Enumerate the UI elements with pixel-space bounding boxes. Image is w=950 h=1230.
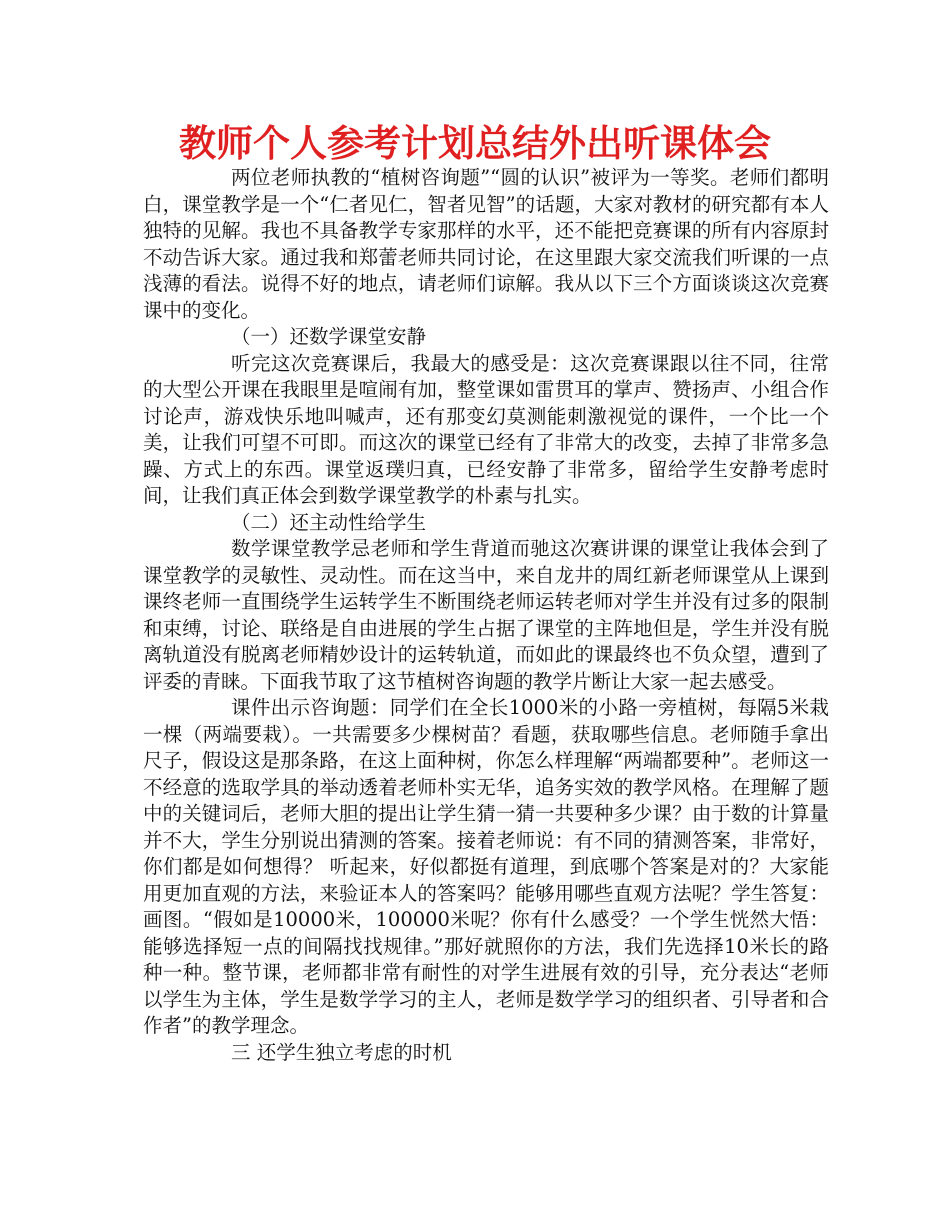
section-heading-3: 三 还学生独立考虑的时机 xyxy=(231,1040,452,1064)
paragraph-teaching-example: 课件出示咨询题：同学们在全长1000米的小路一旁植树，每隔5米栽一棵（两端要栽）。一共需要多少棵树苗？看题，获取哪些信息。老师随手拿出尺子，假设这是那条路，在这上面种树，你怎么样理解“两端都要种”。老师这一不经意的选取学具的举动透着老师朴实无华，追务实效的教学风格。在理解了题中的关键词后，老师大胆的提出让学生猜一猜一共要种多少课？由于数的计算量并不大，学生分别说出猜测的答案。接着老师说：有不同的猜测答案，非常好，你们都是如何想得？ 听起来，好似都挺有道理，到底哪个答案是对的？大家能用更加直观的方法，来验证本人的答案吗？能够用哪些直观方法呢？学生答复：画图。“假如是10000米，100000米呢？你有什么感受？一个学生恍然大悟：能够选择短一点的间隔找找规律。”那好就照你的方法，我们先选择10米长的路种一种。整节课，老师都非常有耐性的对学生进展有效的引导，充分表达“老师以学生为主体，学生是数学学习的主人，老师是数学学习的组织者、引导者和合作者”的教学理念。 xyxy=(143,696,829,1037)
document-body xyxy=(143,165,829,1066)
section-heading-2: （二）还主动性给学生 xyxy=(231,510,427,534)
paragraph-intro: 两位老师执教的“植树咨询题”“圆的认识”被评为一等奖。老师们都明白，课堂教学是一个“仁者见仁，智者见智”的话题，大家对教材的研究都有本人独特的见解。我也不具备教学专家那样的水平，还不能把竞赛课的所有内容原封不动告诉大家。通过我和郑蕾老师共同讨论，在这里跟大家交流我们听课的一点浅薄的看法。说得不好的地点，请老师们谅解。我从以下三个方面谈谈这次竞赛课中的变化。 xyxy=(143,166,829,322)
document-title: 教师个人参考计划总结外出听课体会 xyxy=(179,122,771,165)
paragraph-section-1: 听完这次竞赛课后，我最大的感受是：这次竞赛课跟以往不同，往常的大型公开课在我眼里是喧闹有加，整堂课如雷贯耳的掌声、赞扬声、小组合作讨论声，游戏快乐地叫喊声，还有那变幻莫测能刺激视觉的课件，一个比一个美，让我们可望不可即。而这次的课堂已经有了非常大的改变，去掉了非常多急躁、方式上的东西。课堂返璞归真，已经安静了非常多，留给学生安静考虑时间，让我们真正体会到数学课堂教学的朴素与扎实。 xyxy=(143,351,829,507)
section-heading-1: （一）还数学课堂安静 xyxy=(231,325,427,348)
paragraph-section-2: 数学课堂教学忌老师和学生背道而驰这次赛讲课的课堂让我体会到了课堂教学的灵敏性、灵动性。而在这当中，来自龙井的周红新老师课堂从上课到课终老师一直围绕学生运转学生不断围绕老师运转老师对学生并没有过多的限制和束缚，讨论、联络是自由进展的学生占据了课堂的主阵地但是，学生并没有脱离轨道没有脱离老师精妙设计的运转轨道，而如此的课最终也不负众望，遭到了评委的青睐。下面我节取了这节植树咨询题的教学片断让大家一起去感受。 xyxy=(143,537,829,693)
